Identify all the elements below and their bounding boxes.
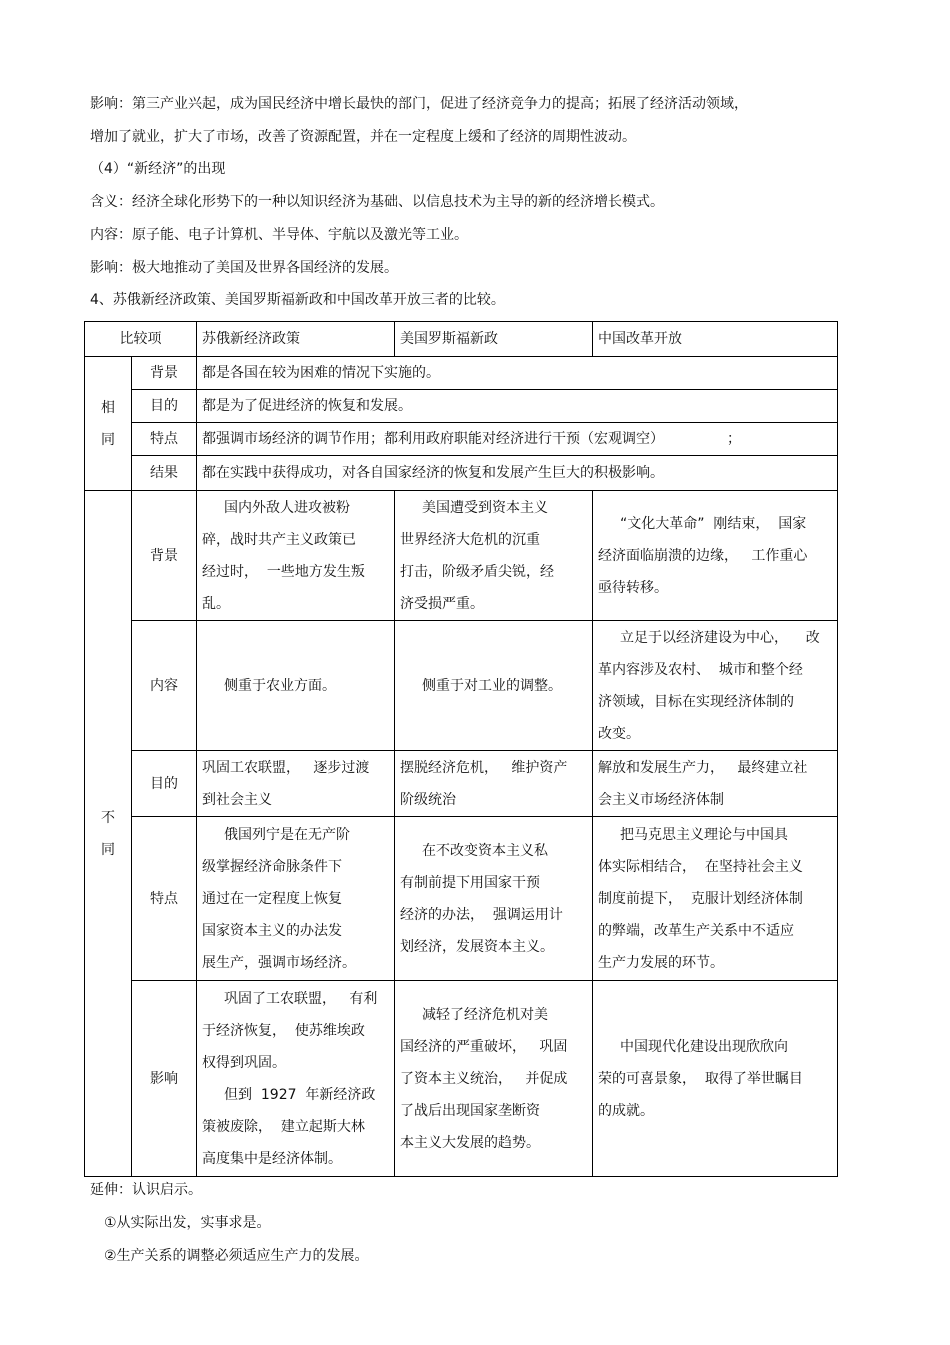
cell-line: 巩固工农联盟， 逐步过渡	[202, 759, 370, 776]
diff-background-usa	[395, 491, 593, 621]
cell-line: 中国现代化建设出现欣欣向	[620, 1038, 788, 1055]
row-label: 影响	[132, 981, 197, 1177]
table-header-row	[85, 322, 838, 357]
cell-line: 于经济恢复， 使苏维埃政	[202, 1022, 365, 1039]
cell-line: 策被废除， 建立起斯大林	[202, 1118, 365, 1135]
cell-line: 了战后出现国家垄断资	[400, 1102, 540, 1119]
cell-line: “文化大革命” 刚结束， 国家	[620, 515, 807, 532]
row-label: 结果	[132, 456, 197, 491]
cell-line: 在不改变资本主义私	[422, 842, 548, 859]
diff-impact-china	[593, 981, 838, 1177]
group-char: 不	[101, 809, 115, 826]
row-label: 背景	[132, 491, 197, 621]
cell-line: 经济的办法， 强调运用计	[400, 906, 563, 923]
diff-purpose-china	[593, 751, 838, 817]
diff-background-soviet	[197, 491, 395, 621]
group-char: 同	[101, 431, 115, 448]
row-label: 背景	[132, 357, 197, 390]
cell-line: 立足于以经济建设为中心， 改	[620, 629, 820, 646]
cell-line: 济领域，目标在实现经济体制的	[598, 693, 794, 710]
diff-feature-soviet	[197, 817, 395, 981]
comparison-table	[84, 321, 838, 1177]
meaning-paragraph: 含义：经济全球化形势下的一种以知识经济为基础、以信息技术为主导的新的经济增长模式。	[90, 194, 664, 210]
cell-line: 展生产，强调市场经济。	[202, 954, 356, 971]
content-paragraph: 内容：原子能、电子计算机、半导体、宇航以及激光等工业。	[90, 227, 468, 243]
cell-line: 打击，阶级矛盾尖锐，经	[400, 563, 554, 580]
header-soviet-nep: 苏俄新经济政策	[197, 322, 395, 357]
cell-line: 改变。	[598, 725, 640, 742]
cell-line: 级掌握经济命脉条件下	[202, 858, 342, 875]
same-feature-text: 都强调市场经济的调节作用；都利用政府职能对经济进行干预（宏观调空） ；	[197, 423, 838, 456]
extension-title: 延伸：认识启示。	[90, 1182, 202, 1198]
cell-line: 亟待转移。	[598, 579, 668, 596]
diff-feature-usa	[395, 817, 593, 981]
section-heading: 4、苏俄新经济政策、美国罗斯福新政和中国改革开放三者的比较。	[90, 292, 505, 308]
diff-purpose-usa	[395, 751, 593, 817]
row-label: 目的	[132, 751, 197, 817]
table-row	[85, 390, 838, 423]
cell-line: 解放和发展生产力， 最终建立社	[598, 759, 808, 776]
cell-line: 巩固了工农联盟， 有利	[224, 990, 378, 1007]
cell-line: 本主义大发展的趋势。	[400, 1134, 540, 1151]
diff-content-usa	[395, 621, 593, 751]
row-label: 内容	[132, 621, 197, 751]
diff-background-china	[593, 491, 838, 621]
cell-line: 侧重于农业方面。	[224, 677, 336, 694]
cell-line: 经济面临崩溃的边缘， 工作重心	[598, 547, 808, 564]
cell-line: 俄国列宁是在无产阶	[224, 826, 350, 843]
cell-line: 乱。	[202, 595, 230, 612]
cell-line: 会主义市场经济体制	[598, 791, 724, 808]
cell-line: 通过在一定程度上恢复	[202, 890, 342, 907]
cell-line: 碎，战时共产主义政策已	[202, 531, 356, 548]
cell-line: 制度前提下， 克服计划经济体制	[598, 890, 803, 907]
header-new-deal: 美国罗斯福新政	[395, 322, 593, 357]
table-row	[85, 357, 838, 390]
cell-line: 经过时， 一些地方发生叛	[202, 563, 365, 580]
cell-line: 济受损严重。	[400, 595, 484, 612]
table-row	[85, 751, 838, 817]
diff-impact-usa	[395, 981, 593, 1177]
cell-line: 美国遭受到资本主义	[422, 499, 548, 516]
row-label: 特点	[132, 423, 197, 456]
impact-paragraph-line2: 增加了就业，扩大了市场，改善了资源配置，并在一定程度上缓和了经济的周期性波动。	[90, 129, 636, 145]
header-china-reform: 中国改革开放	[593, 322, 838, 357]
cell-line: 摆脱经济危机， 维护资产	[400, 759, 568, 776]
table-row	[85, 491, 838, 621]
cell-line: 的弊端，改革生产关系中不适应	[598, 922, 794, 939]
extension-item-1: ①从实际出发，实事求是。	[104, 1215, 271, 1231]
same-background-text: 都是各国在较为困难的情况下实施的。	[197, 357, 838, 390]
cell-line: 了资本主义统治， 并促成	[400, 1070, 568, 1087]
cell-line: 到社会主义	[202, 791, 272, 808]
table-row	[85, 423, 838, 456]
cell-line: 划经济，发展资本主义。	[400, 938, 554, 955]
cell-line: 侧重于对工业的调整。	[422, 677, 562, 694]
table-row	[85, 621, 838, 751]
impact-paragraph-line1: 影响：第三产业兴起，成为国民经济中增长最快的部门，促进了经济竞争力的提高；拓展了经济活动领域，	[90, 96, 748, 112]
cell-line: 荣的可喜景象， 取得了举世瞩目	[598, 1070, 803, 1087]
extension-item-2: ②生产关系的调整必须适应生产力的发展。	[104, 1248, 369, 1264]
diff-content-china	[593, 621, 838, 751]
header-compare-item: 比较项	[85, 322, 197, 357]
cell-line: 革内容涉及农村、 城市和整个经	[598, 661, 803, 678]
cell-line: 高度集中是经济体制。	[202, 1150, 342, 1167]
diff-group-label	[85, 491, 132, 1177]
group-char: 同	[101, 841, 115, 858]
table-row	[85, 456, 838, 491]
group-char: 相	[101, 399, 115, 416]
same-purpose-text: 都是为了促进经济的恢复和发展。	[197, 390, 838, 423]
cell-line: 有制前提下用国家干预	[400, 874, 540, 891]
cell-line: 体实际相结合， 在坚持社会主义	[598, 858, 803, 875]
diff-purpose-soviet	[197, 751, 395, 817]
cell-line: 权得到巩固。	[202, 1054, 286, 1071]
cell-line: 国经济的严重破坏， 巩固	[400, 1038, 568, 1055]
cell-line: 把马克思主义理论与中国具	[620, 826, 788, 843]
new-economy-heading: （4）“新经济”的出现	[90, 161, 226, 177]
cell-line: 但到 1927 年新经济政	[224, 1086, 376, 1103]
new-economy-impact-paragraph: 影响：极大地推动了美国及世界各国经济的发展。	[90, 260, 398, 276]
cell-line: 生产力发展的环节。	[598, 954, 724, 971]
cell-line: 阶级统治	[400, 791, 456, 808]
cell-line: 世界经济大危机的沉重	[400, 531, 540, 548]
same-result-text: 都在实践中获得成功，对各自国家经济的恢复和发展产生巨大的积极影响。	[197, 456, 838, 491]
diff-impact-soviet	[197, 981, 395, 1177]
diff-feature-china	[593, 817, 838, 981]
cell-line: 国内外敌人进攻被粉	[224, 499, 350, 516]
cell-line: 国家资本主义的办法发	[202, 922, 342, 939]
same-group-label	[85, 357, 132, 491]
diff-content-soviet	[197, 621, 395, 751]
table-row	[85, 817, 838, 981]
table-row	[85, 981, 838, 1177]
row-label: 目的	[132, 390, 197, 423]
cell-line: 的成就。	[598, 1102, 654, 1119]
cell-line: 减轻了经济危机对美	[422, 1006, 548, 1023]
row-label: 特点	[132, 817, 197, 981]
